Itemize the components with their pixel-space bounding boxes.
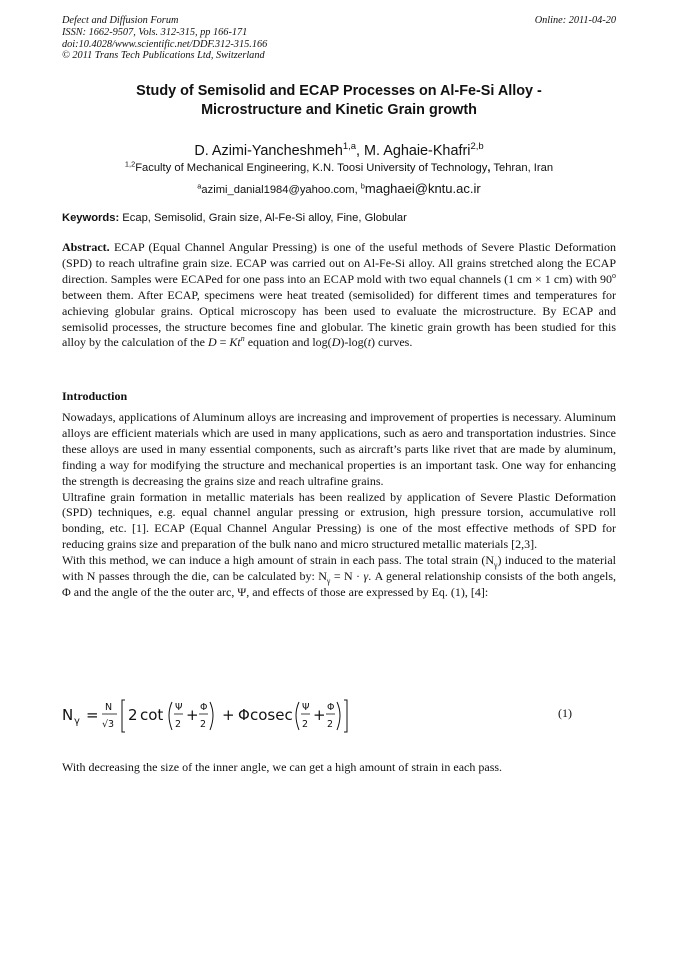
introduction-body [62, 410, 616, 601]
intro-p3-c: = N · [330, 569, 364, 584]
keywords-label: Keywords: [62, 212, 120, 224]
abstract-text-1: ECAP (Equal Channel Angular Pressing) is one of the useful methods of Severe Plastic Deformation (SPD) to reach ultrafine grain size. ECAP was carried out on Al-Fe-Si alloy. All grains stretched along the ECAP direction. Samples were ECAPed for one pass into an ECAP mold with two equal channels (1 cm × 1 cm) with 90 [62, 240, 616, 286]
affiliation-sup: 1,2 [124, 159, 136, 169]
author-separator: , [356, 143, 365, 159]
email-a[interactable]: azimi_danial1984@yahoo.com [201, 184, 355, 196]
issn-line: ISSN: 1662-9507, Vols. 312-315, pp 166-171 [62, 26, 248, 38]
eq-n: n [240, 334, 245, 344]
eq-plus-2: + [222, 706, 235, 724]
intro-paragraph-3 [62, 553, 616, 601]
eq-half-2: 2 [200, 719, 207, 730]
author-2-affil: 2,b [470, 141, 484, 153]
title-line-1: Study of Semisolid and ECAP Processes on Al-Fe-Si Alloy - [136, 83, 542, 99]
email-separator: , [354, 184, 361, 196]
affiliation-text: Faculty of Mechanical Engineering, K.N. Toosi University of Technology [135, 162, 488, 174]
eq-d: D [207, 335, 217, 350]
eq-phi-2: Φ [327, 702, 335, 713]
keywords-text: Ecap, Semisolid, Grain size, Al-Fe-Si alloy, Fine, Globular [119, 212, 407, 224]
eq-t: t [367, 335, 372, 350]
abstract-label: Abstract. [62, 240, 110, 254]
eq-half-3: 2 [302, 719, 309, 730]
introduction-heading: Introduction [62, 389, 128, 403]
email-a-sup: a [197, 181, 202, 191]
affiliation-city: Tehran, Iran [490, 162, 554, 174]
equation-number: (1) [558, 706, 572, 720]
journal-name: Defect and Diffusion Forum [62, 15, 179, 26]
author-emails [62, 181, 616, 198]
eq-frac-den: √3 [102, 719, 115, 730]
eq-d2: D [331, 335, 341, 350]
eq-phi-coef: Φ [238, 706, 250, 724]
eq-phi-1: Φ [200, 702, 208, 713]
eq-psi-2: Ψ [302, 702, 310, 713]
eq-cot: cot [140, 706, 164, 724]
author-2: M. Aghaie-Khafri [364, 143, 471, 159]
author-1-affil: 1,a [342, 141, 357, 153]
affiliation-comma: , [487, 162, 491, 174]
online-date: Online: 2011-04-20 [534, 15, 616, 26]
copyright-line: © 2011 Trans Tech Publications Ltd, Switzerland [62, 50, 265, 62]
eq-lhs: N [62, 706, 74, 724]
eq-equals-sign: = [86, 706, 99, 724]
paper-title [62, 82, 616, 120]
author-list [62, 142, 616, 160]
affiliation [62, 160, 616, 176]
intro-paragraph-2: Ultrafine grain formation in metallic materials has been realized by application of Severe Plastic Deformation (SPD) techniques, e.g. equal channel angular pressing or extrusion, high pressure torsion, accumulative roll bonding, etc. [1]. ECAP (Equal Channel Angular Pressing) is one of the most effective methods of SPD for reducing grains size and preparation of the bulk nano and micro structured metallic materials [2,3]. [62, 489, 616, 552]
intro-p3-a: With this method, we can induce a high amount of strain in each pass. The total strain (N [62, 553, 494, 568]
intro-p3-gamma: γ [363, 569, 369, 584]
email-b-sup: b [360, 181, 365, 191]
eq-kt: Kt [229, 335, 241, 350]
intro-p3-sub2: γ [326, 576, 331, 586]
post-equation-text: With decreasing the size of the inner angle, we can get a high amount of strain in each pass. [62, 760, 503, 774]
eq-psi-1: Ψ [175, 702, 183, 713]
intro-p3-sub1: γ [494, 560, 498, 570]
abstract-text-5: ) curves. [371, 335, 413, 350]
intro-paragraph-1: Nowadays, applications of Aluminum alloys are increasing and improvement of properties is necessary. Aluminum alloys are efficient materials which are used in many applications, such as aero and transportation industries. Since these alloys are used in many essential components, such as aircraft’s parts like rivet that are made by aluminum, finding a way for modifying the structure and mechanical properties is an important task. One way for enhancing the strength is decreasing the grains size and reach ultrafine grains. [62, 410, 616, 488]
eq-half-4: 2 [327, 719, 334, 730]
abstract-text-4: )-log( [340, 335, 368, 350]
email-b[interactable]: maghaei@kntu.ac.ir [364, 181, 481, 196]
abstract-text-2: between them. After ECAP, specimens were heat treated (semisolided) for different times and temperatures for achieving globular grains. Optical microscopy has been used to evaluate the microstructure. By ECAP and semisolid processes, the structure becomes fine and globular. The kinetic grain growth has been studied for this alloy by the calculation of the [62, 287, 616, 350]
eq-frac-num: N [105, 702, 113, 713]
eq-lhs-sub: γ [74, 716, 80, 727]
eq-equals: = [216, 335, 230, 350]
intro-p3-b: ) induced to the material with N passes through the die, can be calculated by: N [62, 553, 616, 584]
eq-half-1: 2 [175, 719, 182, 730]
doi-line: doi:10.4028/www.scientific.net/DDF.312-315.166 [62, 38, 268, 50]
equation-graphic [62, 698, 422, 738]
abstract [62, 240, 616, 351]
intro-p3-d: . A general relationship consists of the both angels, Φ and the angle of the the outer arc, Ψ, and effects of those are expressed by Eq. (1), [4]: [62, 569, 616, 599]
author-1: D. Azimi-Yancheshmeh [194, 143, 343, 159]
eq-two: 2 [128, 706, 138, 724]
equation-1 [62, 698, 616, 734]
keywords [62, 211, 616, 226]
eq-cosec: cosec [250, 706, 293, 724]
abstract-text-3: equation and log( [244, 335, 332, 350]
degree-sup: o [612, 270, 616, 280]
title-line-2: Microstructure and Kinetic Grain growth [201, 102, 477, 118]
eq-plus-1: + [186, 706, 199, 724]
eq-plus-3: + [313, 706, 326, 724]
journal-header [62, 15, 616, 62]
